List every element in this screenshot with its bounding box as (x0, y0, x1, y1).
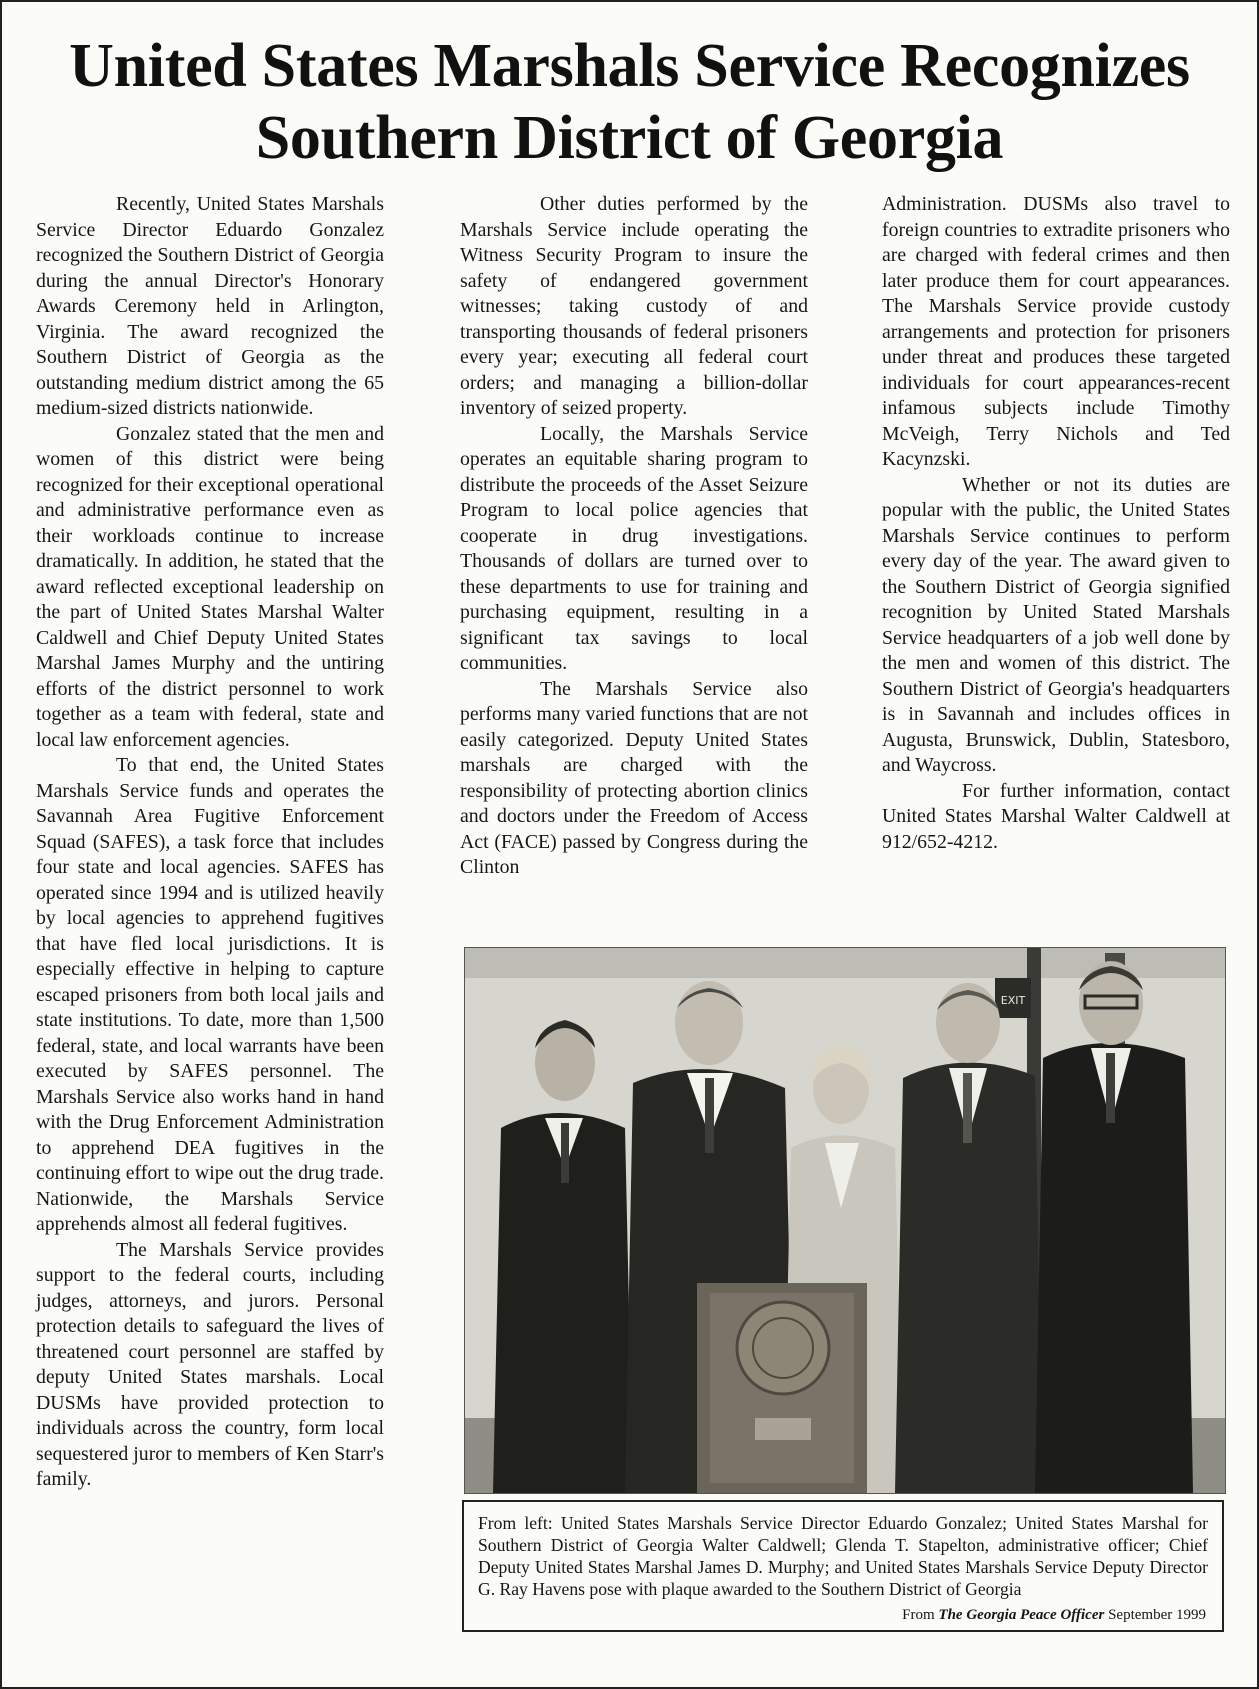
exit-sign-label: EXIT (1000, 994, 1026, 1007)
article-paragraph: Locally, the Marshals Service operates an equitable sharing program to distribute the proceeds of the Asset Seizure Program to local police agencies that cooperate in drug investigations. Thousands of dollars are turned over to these departments to use for training and purchasing equipment, resulting in a significant tax savings to local communities. (460, 422, 808, 674)
headline-line-1: United States Marshals Service Recognizes (69, 32, 1190, 100)
article-paragraph-continued: Administration. DUSMs also travel to foreign countries to extradite prisoners who are charged with federal crimes and then later produce them for court appearances. The Marshals Service provide custody arrangements and protection for prisoners under threat and produces these targeted individuals for court appearances-recent infamous subjects include Timothy McVeigh, Terry Nichols and Ted Kacynzski. (882, 193, 1230, 470)
group-photo-illustration (465, 948, 1225, 1493)
award-plaque (697, 1283, 867, 1493)
article-paragraph: The Marshals Service also performs many varied functions that are not easily categorized. Deputy United States marshals are charged with the responsibility of protecting abortion clinics and doctors under the Freedom of Access Act (FACE) passed by Congress during the Clinton (460, 677, 808, 878)
headline (2, 30, 1257, 174)
article-column-1 (36, 192, 384, 1493)
article-paragraph: Gonzalez stated that the men and women of this district were being recognized for their exceptional operational and administrative performance even as their workloads continue to increase dramatically. In addition, he stated that the award reflected exceptional leadership on the part of United States Marshal Walter Caldwell and Chief Deputy United States Marshal James Murphy and the untiring efforts of the district personnel to work together as a team with federal, state and local law enforcement agencies. (36, 422, 384, 751)
caption-credit (902, 1604, 1206, 1626)
article-column-3 (882, 192, 1230, 855)
article-paragraph: Other duties performed by the Marshals Service include operating the Witness Security Program to insure the safety of endangered government witnesses; taking custody of and transporting thousands of federal prisoners every year; executing all federal court orders; and managing a billion-dollar inventory of seized property. (460, 193, 808, 419)
article-paragraph: To that end, the United States Marshals Service funds and operates the Savannah Area Fugitive Enforcement Squad (SAFES), a task force that includes four state and local agencies. SAFES has operated since 1994 and is utilized heavily by local agencies to apprehend fugitives that have fled local jurisdictions. It is especially effective in helping to capture escaped prisoners from both local jails and state institutions. To date, more than 1,500 federal, state, and local warrants have been executed by SAFES personnel. The Marshals Service also works hand in hand with the Drug Enforcement Administration to apprehend DEA fugitives in the continuing effort to wipe out the drug trade. Nationwide, the Marshals Service apprehends almost all federal fugitives. (36, 754, 384, 1235)
article-paragraph: Recently, United States Marshals Service Director Eduardo Gonzalez recognized the Southern District of Georgia during the annual Director's Honorary Awards Ceremony held in Arlington, Virginia. The award recognized the Southern District of Georgia as the outstanding medium district among the 65 medium-sized districts nationwide. (36, 193, 384, 419)
caption-text: From left: United States Marshals Service Director Eduardo Gonzalez; United States Marshal for Southern District of Georgia Walter Caldwell; Glenda T. Stapelton, administrative officer; Chief Deputy United States Marshal James D. Murphy; and United States Marshals Service Deputy Director G. Ray Havens pose with plaque awarded to the Southern District of Georgia (478, 1513, 1208, 1599)
credit-prefix: From (902, 1607, 935, 1623)
article-paragraph: The Marshals Service provides support to the federal courts, including judges, attorneys, and jurors. Personal protection details to safeguard the lives of threatened court personnel are staffed by deputy United States marshals. Local DUSMs have provided protection to individuals across the country, form local sequestered juror to members of Ken Starr's family. (36, 1238, 384, 1490)
group-photo (464, 947, 1226, 1494)
credit-publication: The Georgia Peace Officer (938, 1607, 1105, 1623)
photo-caption (462, 1500, 1224, 1632)
article-paragraph: For further information, contact United States Marshal Walter Caldwell at 912/652-4212. (882, 779, 1230, 853)
article-paragraph: Whether or not its duties are popular with the public, the United States Marshals Service continues to perform every day of the year. The award given to the Southern District of Georgia signified recognition by United Stated Marshals Service headquarters of a job well done by the men and women of this district. The Southern District of Georgia's headquarters is in Savannah and includes offices in Augusta, Brunswick, Dublin, Statesboro, and Waycross. (882, 473, 1230, 776)
article-column-2 (460, 192, 808, 881)
headline-line-2: Southern District of Georgia (255, 104, 1004, 172)
credit-date: September 1999 (1108, 1607, 1206, 1623)
